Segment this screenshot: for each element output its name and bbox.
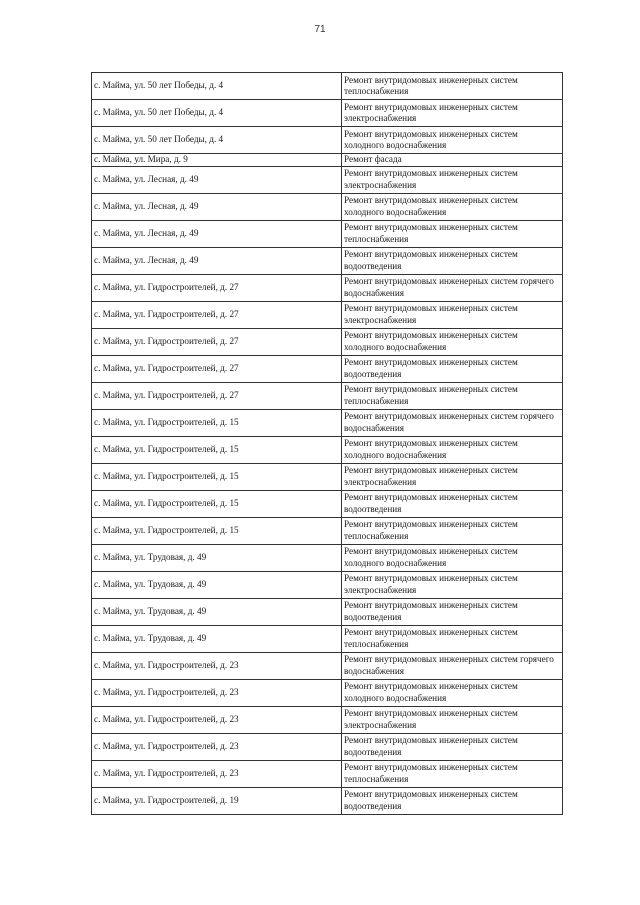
address-cell: с. Майма, ул. Гидростроителей, д. 23 bbox=[92, 733, 342, 760]
address-cell: с. Майма, ул. Гидростроителей, д. 15 bbox=[92, 409, 342, 436]
table-body bbox=[92, 73, 563, 815]
work-type-cell: Ремонт внутридомовых инженерных систем водоотведения bbox=[342, 733, 563, 760]
work-type-cell: Ремонт внутридомовых инженерных систем холодного водоснабжения bbox=[342, 193, 563, 220]
table-row bbox=[92, 193, 563, 220]
table-row bbox=[92, 355, 563, 382]
work-type-cell: Ремонт внутридомовых инженерных систем теплоснабжения bbox=[342, 625, 563, 652]
address-cell: с. Майма, ул. Трудовая, д. 49 bbox=[92, 625, 342, 652]
table-row bbox=[92, 301, 563, 328]
table-row bbox=[92, 328, 563, 355]
work-type-cell: Ремонт внутридомовых инженерных систем холодного водоснабжения bbox=[342, 127, 563, 154]
work-type-cell: Ремонт внутридомовых инженерных систем холодного водоснабжения bbox=[342, 328, 563, 355]
address-cell: с. Майма, ул. Лесная, д. 49 bbox=[92, 193, 342, 220]
table-row bbox=[92, 733, 563, 760]
work-type-cell: Ремонт внутридомовых инженерных систем водоотведения bbox=[342, 598, 563, 625]
address-cell: с. Майма, ул. Гидростроителей, д. 27 bbox=[92, 382, 342, 409]
table-row bbox=[92, 652, 563, 679]
work-type-cell: Ремонт внутридомовых инженерных систем теплоснабжения bbox=[342, 760, 563, 787]
table-row bbox=[92, 517, 563, 544]
table-row bbox=[92, 436, 563, 463]
work-type-cell: Ремонт внутридомовых инженерных систем электроснабжения bbox=[342, 463, 563, 490]
table-row bbox=[92, 247, 563, 274]
address-cell: с. Майма, ул. Гидростроителей, д. 27 bbox=[92, 274, 342, 301]
address-cell: с. Майма, ул. Трудовая, д. 49 bbox=[92, 598, 342, 625]
work-type-cell: Ремонт внутридомовых инженерных систем холодного водоснабжения bbox=[342, 544, 563, 571]
table-row bbox=[92, 760, 563, 787]
work-type-cell: Ремонт внутридомовых инженерных систем холодного водоснабжения bbox=[342, 436, 563, 463]
table-row bbox=[92, 544, 563, 571]
work-type-cell: Ремонт внутридомовых инженерных систем теплоснабжения bbox=[342, 382, 563, 409]
table-row bbox=[92, 598, 563, 625]
work-type-cell: Ремонт внутридомовых инженерных систем горячего водоснабжения bbox=[342, 274, 563, 301]
address-cell: с. Майма, ул. Гидростроителей, д. 27 bbox=[92, 328, 342, 355]
work-type-cell: Ремонт внутридомовых инженерных систем водоотведения bbox=[342, 490, 563, 517]
address-cell: с. Майма, ул. Гидростроителей, д. 15 bbox=[92, 490, 342, 517]
work-type-cell: Ремонт внутридомовых инженерных систем водоотведения bbox=[342, 247, 563, 274]
address-cell: с. Майма, ул. Гидростроителей, д. 23 bbox=[92, 706, 342, 733]
table-row bbox=[92, 463, 563, 490]
work-type-cell: Ремонт внутридомовых инженерных систем электроснабжения bbox=[342, 166, 563, 193]
address-cell: с. Майма, ул. Лесная, д. 49 bbox=[92, 247, 342, 274]
table-row bbox=[92, 166, 563, 193]
work-type-cell: Ремонт внутридомовых инженерных систем теплоснабжения bbox=[342, 517, 563, 544]
address-cell: с. Майма, ул. Мира, д. 9 bbox=[92, 154, 342, 167]
table-row bbox=[92, 100, 563, 127]
table-row bbox=[92, 571, 563, 598]
work-type-cell: Ремонт внутридомовых инженерных систем электроснабжения bbox=[342, 571, 563, 598]
address-cell: с. Майма, ул. Гидростроителей, д. 27 bbox=[92, 355, 342, 382]
address-cell: с. Майма, ул. Трудовая, д. 49 bbox=[92, 544, 342, 571]
work-type-cell: Ремонт внутридомовых инженерных систем холодного водоснабжения bbox=[342, 679, 563, 706]
table-row bbox=[92, 274, 563, 301]
address-cell: с. Майма, ул. Гидростроителей, д. 23 bbox=[92, 679, 342, 706]
address-cell: с. Майма, ул. Гидростроителей, д. 27 bbox=[92, 301, 342, 328]
address-cell: с. Майма, ул. Лесная, д. 49 bbox=[92, 166, 342, 193]
work-type-cell: Ремонт внутридомовых инженерных систем водоотведения bbox=[342, 355, 563, 382]
table-row bbox=[92, 706, 563, 733]
work-type-cell: Ремонт внутридомовых инженерных систем водоотведения bbox=[342, 787, 563, 814]
work-type-cell: Ремонт внутридомовых инженерных систем горячего водоснабжения bbox=[342, 652, 563, 679]
work-type-cell: Ремонт внутридомовых инженерных систем электроснабжения bbox=[342, 100, 563, 127]
table-row bbox=[92, 382, 563, 409]
repair-works-table bbox=[91, 72, 563, 815]
table-row bbox=[92, 787, 563, 814]
work-type-cell: Ремонт внутридомовых инженерных систем горячего водоснабжения bbox=[342, 409, 563, 436]
address-cell: с. Майма, ул. Гидростроителей, д. 15 bbox=[92, 463, 342, 490]
work-type-cell: Ремонт внутридомовых инженерных систем электроснабжения bbox=[342, 301, 563, 328]
table-row bbox=[92, 127, 563, 154]
page-number: 71 bbox=[314, 24, 326, 35]
table-row bbox=[92, 409, 563, 436]
address-cell: с. Майма, ул. Гидростроителей, д. 23 bbox=[92, 760, 342, 787]
table-row bbox=[92, 679, 563, 706]
address-cell: с. Майма, ул. Гидростроителей, д. 15 bbox=[92, 436, 342, 463]
address-cell: с. Майма, ул. Гидростроителей, д. 15 bbox=[92, 517, 342, 544]
work-type-cell: Ремонт внутридомовых инженерных систем теплоснабжения bbox=[342, 73, 563, 100]
table-row bbox=[92, 220, 563, 247]
address-cell: с. Майма, ул. 50 лет Победы, д. 4 bbox=[92, 73, 342, 100]
address-cell: с. Майма, ул. 50 лет Победы, д. 4 bbox=[92, 127, 342, 154]
address-cell: с. Майма, ул. Гидростроителей, д. 23 bbox=[92, 652, 342, 679]
table-row bbox=[92, 490, 563, 517]
work-type-cell: Ремонт внутридомовых инженерных систем теплоснабжения bbox=[342, 220, 563, 247]
address-cell: с. Майма, ул. 50 лет Победы, д. 4 bbox=[92, 100, 342, 127]
table-row bbox=[92, 73, 563, 100]
table-row bbox=[92, 625, 563, 652]
work-type-cell: Ремонт внутридомовых инженерных систем электроснабжения bbox=[342, 706, 563, 733]
work-type-cell: Ремонт фасада bbox=[342, 154, 563, 167]
address-cell: с. Майма, ул. Трудовая, д. 49 bbox=[92, 571, 342, 598]
address-cell: с. Майма, ул. Гидростроителей, д. 19 bbox=[92, 787, 342, 814]
address-cell: с. Майма, ул. Лесная, д. 49 bbox=[92, 220, 342, 247]
table-row bbox=[92, 154, 563, 167]
